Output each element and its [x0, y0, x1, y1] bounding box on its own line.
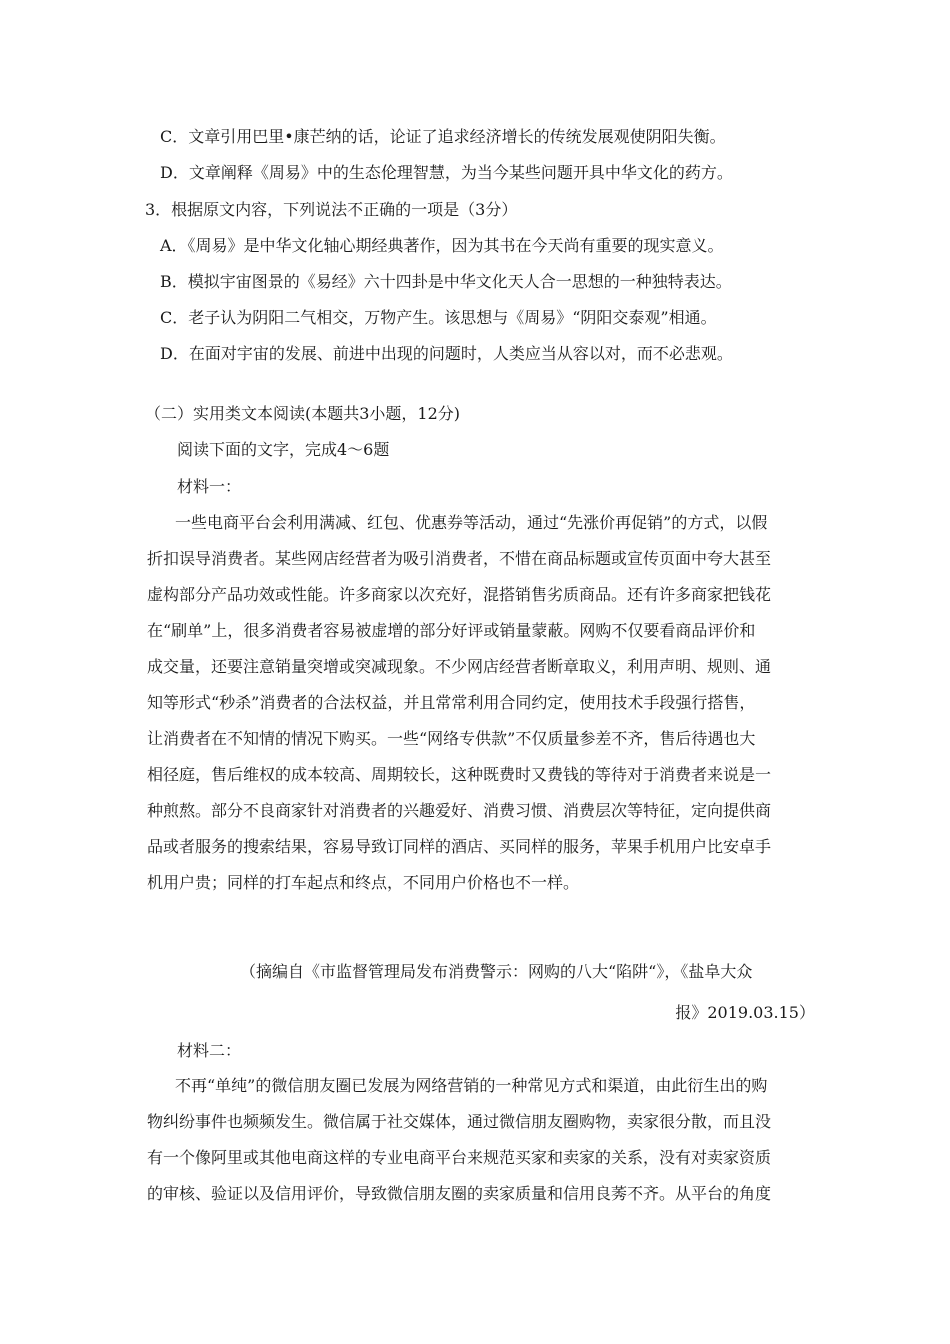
material-2-line: 有一个像阿里或其他电商这样的专业电商平台来规范买家和卖家的关系，没有对卖家资质 [147, 1148, 772, 1167]
q3-option-b: B．模拟宇宙图景的《易经》六十四卦是中华文化天人合一思想的一种独特表达。 [160, 272, 732, 291]
material-1-line: 品或者服务的搜索结果，容易导致订同样的酒店、买同样的服务，苹果手机用户比安卓手 [147, 837, 772, 856]
q2-option-c: C．文章引用巴里•康芒纳的话，论证了追求经济增长的传统发展观使阴阳失衡。 [160, 127, 726, 146]
q3-option-c: C．老子认为阴阳二气相交，万物产生。该思想与《周易》“阴阳交泰观”相通。 [160, 308, 717, 327]
material-2-label: 材料二： [177, 1041, 242, 1060]
material-1-source: （摘编自《市监督管理局发布消费警示：网购的八大“陷阱“》，《盐阜大众 [240, 962, 753, 981]
material-1-line: 在“刷单”上，很多消费者容易被虚增的部分好评或销量蒙蔽。网购不仅要看商品评价和 [147, 621, 756, 640]
section-heading: （二）实用类文本阅读(本题共3小题，12分) [145, 404, 461, 423]
material-2-body [147, 1068, 815, 1212]
material-1-body [147, 505, 815, 901]
material-1-line: 虚构部分产品功效或性能。许多商家以次充好，混搭销售劣质商品。还有许多商家把钱花 [147, 585, 772, 604]
material-1-line: 知等形式“秒杀”消费者的合法权益，并且常常利用合同约定，使用技术手段强行搭售， [147, 693, 756, 712]
material-1-line: 种煎熬。部分不良商家针对消费者的兴趣爱好、消费习惯、消费层次等特征，定向提供商 [147, 801, 772, 820]
material-1-line: 机用户贵；同样的打车起点和终点，不同用户价格也不一样。 [147, 873, 580, 892]
material-1-line: 成交量，还要注意销量突增或突减现象。不少网店经营者断章取义，利用声明、规则、通 [147, 657, 772, 676]
material-1-line: 相径庭，售后维权的成本较高、周期较长，这种既费时又费钱的等待对于消费者来说是一 [147, 765, 772, 784]
q3-option-a: A．《周易》是中华文化轴心期经典著作，因为其书在今天尚有重要的现实意义。 [160, 236, 724, 255]
material-1-source-cont: 报》2019.03.15） [675, 1003, 815, 1022]
material-1-line: 折扣误导消费者。某些网店经营者为吸引消费者，不惜在商品标题或宣传页面中夸大甚至 [147, 549, 772, 568]
material-2-line: 不再“单纯”的微信朋友圈已发展为网络营销的一种常见方式和渠道，由此衍生出的购 [175, 1076, 768, 1095]
material-2-line: 的审核、验证以及信用评价，导致微信朋友圈的卖家质量和信用良莠不齐。从平台的角度 [147, 1184, 772, 1203]
question-3-stem: 3．根据原文内容，下列说法不正确的一项是（3分） [145, 200, 518, 219]
material-1-line: 让消费者在不知情的情况下购买。一些“网络专供款”不仅质量参差不齐，售后待遇也大 [147, 729, 756, 748]
reading-instruction: 阅读下面的文字，完成4～6题 [177, 440, 390, 459]
q2-option-d: D．文章阐释《周易》中的生态伦理智慧，为当今某些问题开具中华文化的药方。 [160, 163, 733, 182]
material-1-line: 一些电商平台会利用满减、红包、优惠券等活动，通过“先涨价再促销”的方式，以假 [175, 513, 768, 532]
material-2-line: 物纠纷事件也频频发生。微信属于社交媒体，通过微信朋友圈购物，卖家很分散，而且没 [147, 1112, 772, 1131]
material-1-label: 材料一： [177, 477, 242, 496]
q3-option-d: D．在面对宇宙的发展、前进中出现的问题时，人类应当从容以对，而不必悲观。 [160, 344, 733, 363]
